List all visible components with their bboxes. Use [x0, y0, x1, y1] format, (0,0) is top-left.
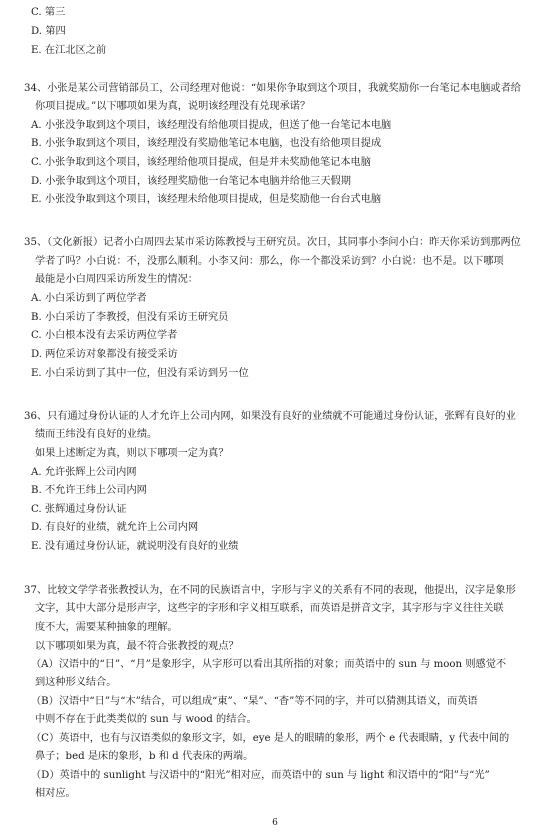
- q34-option-c: C. 小张争取到这个项目，该经理给他项目提成，但是并未奖励他笔记本电脑: [31, 157, 371, 168]
- page-number: 6: [272, 818, 278, 828]
- option-c: C. 第三: [31, 7, 66, 18]
- q37-stem-line-1: 37、比较文学学者张教授认为，在不同的民族语言中，字形与字义的关系有不同的表现，他提出，汉字是象形: [24, 585, 516, 596]
- option-e: E. 在江北区之前: [31, 45, 107, 56]
- q36-stem-line-2: 绩而王纬没有良好的业绩。: [35, 429, 158, 440]
- q36-prompt: 如果上述断定为真，则以下哪项一定为真？: [35, 448, 229, 459]
- q35-option-d: D. 两位采访对象都没有接受采访: [31, 349, 178, 360]
- q37-stem-line-2: 文字，其中大部分是形声字，这些字的字形和字义相互联系，而英语是拼音文字，其字形与字义往往关联: [35, 603, 504, 614]
- q34-option-e: E. 小张没争取到这个项目，该经理未给他项目提成，但是奖励他一台台式电脑: [31, 194, 382, 205]
- q37-option-c-line-1: （C）英语中，也有与汉语类似的象形文字，如，eye 是人的眼睛的象形，两个 e 代表眼睛，y 代表中间的: [31, 733, 510, 744]
- q36-stem-line-1: 36、只有通过身份认证的人才允许上公司内网，如果没有良好的业绩就不可能通过身份认证，张辉有良好的业: [24, 411, 516, 422]
- q36-option-a: A. 允许张辉上公司内网: [31, 467, 137, 478]
- q37-option-d-line-2: 相对应。: [35, 788, 76, 799]
- q36-option-c: C. 张辉通过身份认证: [31, 504, 127, 515]
- q34-option-b: B. 小张争取到这个项目，该经理没有奖励他笔记本电脑，也没有给他项目提成: [31, 138, 382, 149]
- q36-option-d: D. 有良好的业绩，就允许上公司内网: [31, 522, 199, 533]
- q34-option-d: D. 小张争取到这个项目，该经理奖励他一台笔记本电脑并给他三天假期: [31, 176, 351, 187]
- q37-option-b-line-1: （B）汉语中“日”与“木”结合，可以组成“東”、“杲”、“杳”等不同的字，并可以猜测其语义，而英语: [31, 696, 478, 707]
- q36-option-e: E. 没有通过身份认证，就说明没有良好的业绩: [31, 541, 239, 552]
- q35-option-b: B. 小白采访了李教授，但没有采访王研究员: [31, 312, 229, 323]
- q37-option-c-line-2: 鼻子；bed 是床的象形，b 和 d 代表床的两端。: [35, 751, 254, 762]
- q37-option-a-line-2: 到这种形义结合。: [35, 677, 117, 688]
- q34-stem-line-2: 你项目提成。”以下哪项如果为真，说明该经理没有兑现承诺？: [35, 101, 311, 112]
- q35-option-a: A. 小白采访到了两位学者: [31, 293, 147, 304]
- q37-stem-line-3: 度不大，需要某种抽象的理解。: [35, 622, 178, 633]
- q35-stem-line-2: 学者了吗？小白说：不，没那么顺利。小李又问：那么，你一个都没采访到？小白说：也不是。以下哪项: [35, 256, 504, 267]
- q37-option-b-line-2: 中则不存在于此类类似的 sun 与 wood 的结合。: [35, 714, 257, 725]
- q37-option-d-line-1: （D）英语中的 sunlight 与汉语中的“阳光”相对应，而英语中的 sun 与 light 和汉语中的“阳”与“光”: [31, 770, 490, 781]
- q36-option-b: B. 不允许王纬上公司内网: [31, 485, 147, 496]
- q35-option-c: C. 小白根本没有去采访两位学者: [31, 330, 178, 341]
- q35-option-e: E. 小白采访到了其中一位，但没有采访到另一位: [31, 368, 249, 379]
- q34-stem-line-1: 34、小张是某公司营销部员工，公司经理对他说：“如果你争取到这个项目，我就奖励你一台笔记本电脑或者给: [24, 83, 521, 94]
- q37-option-a-line-1: （A）汉语中的“日”、“月”是象形字，从字形可以看出其所指的对象；而英语中的 sun 与 moon 则感觉不: [31, 659, 507, 670]
- q37-prompt: 以下哪项如果为真，最不符合张教授的观点？: [35, 641, 239, 652]
- q35-stem-line-1: 35、（文化新报）记者小白周四去某市采访陈教授与王研究员。次日，其同事小李问小白：昨天你采访到那两位: [24, 237, 521, 248]
- q34-option-a: A. 小张没争取到这个项目，该经理没有给他项目提成，但送了他一台笔记本电脑: [31, 120, 392, 131]
- q35-stem-line-3: 最能是小白周四采访所发生的情况：: [35, 274, 198, 285]
- option-d: D. 第四: [31, 26, 66, 37]
